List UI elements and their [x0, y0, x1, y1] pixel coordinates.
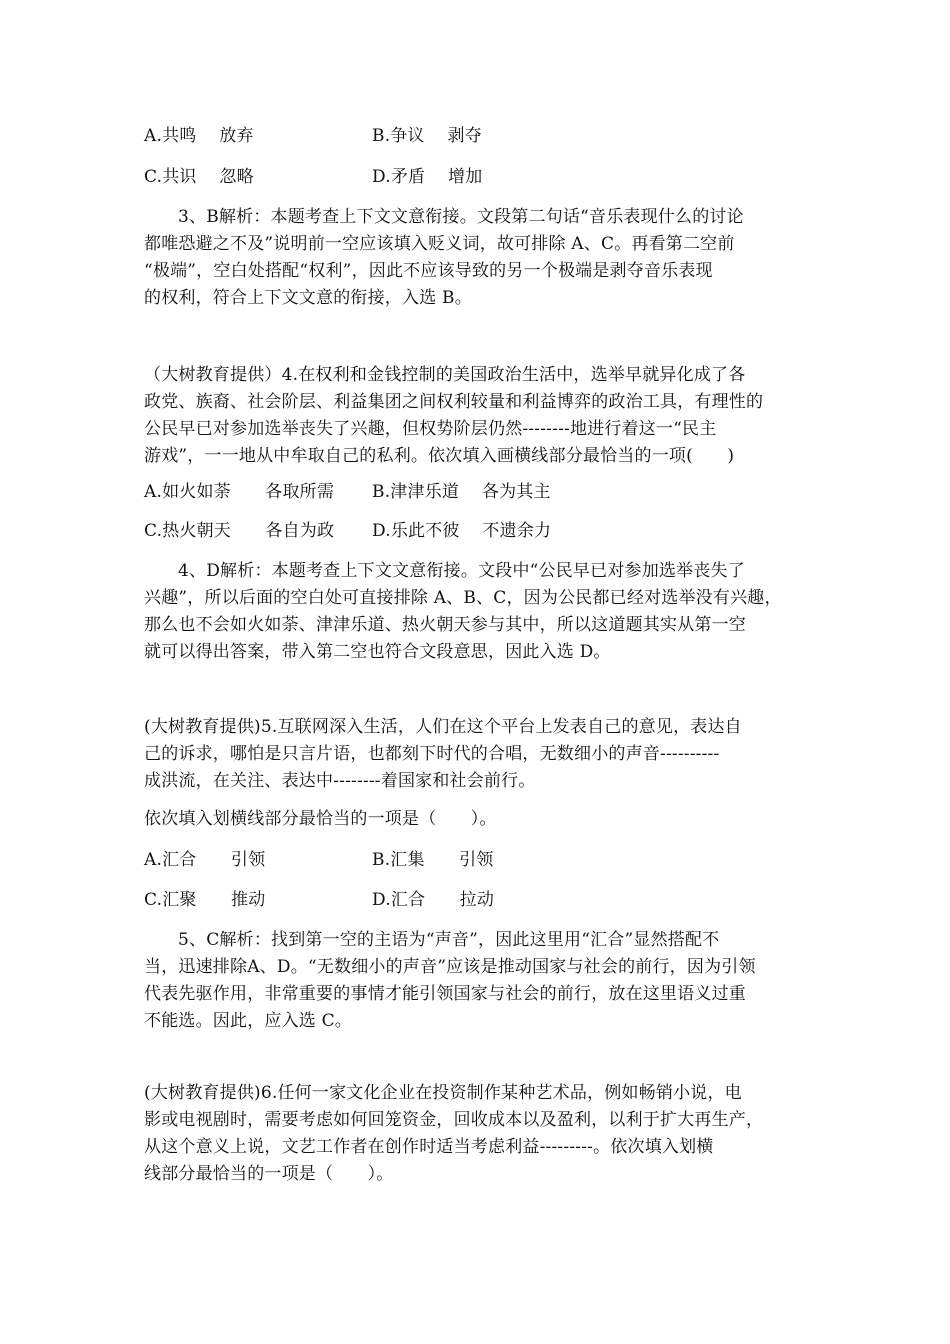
q3-option-b: B.争议 剥夺: [372, 126, 482, 146]
q5-option-a: A.汇合 引领: [144, 850, 266, 870]
q4-option-a: A.如火如荼 各取所需: [144, 482, 335, 502]
q5-stem-line: (大树教育提供)5.互联网深入生活，人们在这个平台上发表自己的意见，表达自: [144, 717, 742, 737]
q4-analysis-line: 4、D解析：本题考查上下文文意衔接。文段中“公民早已对参加选举丧失了: [178, 561, 745, 581]
q4-stem-line: 公民早已对参加选举丧失了兴趣，但权势阶层仍然--------地进行着这一“民主: [144, 419, 717, 439]
q5-analysis-line: 5、C解析：找到第一空的主语为“声音”，因此这里用“汇合”显然搭配不: [178, 930, 720, 950]
q3-option-c: C.共识 忽略: [144, 167, 254, 187]
q4-analysis-line: 兴趣”，所以后面的空白处可直接排除 A、B、C，因为公民都已经对选举没有兴趣，: [144, 588, 782, 608]
q3-analysis-line: 3、B解析：本题考查上下文文意衔接。文段第二句话“音乐表现什么的讨论: [178, 207, 744, 227]
q4-option-c: C.热火朝天 各自为政: [144, 521, 335, 541]
q6-stem-line: 从这个意义上说，文艺工作者在创作时适当考虑利益---------。依次填入划横: [144, 1137, 714, 1157]
q6-stem-line: 线部分最恰当的一项是（ ）。: [144, 1164, 394, 1184]
q4-stem-line: 游戏”，一一地从中牟取自己的私利。依次填入画横线部分最恰当的一项( ): [144, 446, 735, 466]
q3-option-d: D.矛盾 增加: [372, 167, 483, 187]
q6-stem-line: (大树教育提供)6.任何一家文化企业在投资制作某种艺术品，例如畅销小说，电: [144, 1083, 742, 1103]
q3-analysis-line: 的权利，符合上下文文意的衔接，入选 B。: [144, 288, 472, 308]
q4-option-d: D.乐此不彼 不遗余力: [372, 521, 552, 541]
q5-question: 依次填入划横线部分最恰当的一项是（ ）。: [144, 809, 497, 829]
q4-analysis-line: 就可以得出答案，带入第二空也符合文段意思，因此入选 D。: [144, 642, 611, 662]
q5-option-d: D.汇合 拉动: [372, 890, 495, 910]
q5-stem-line: 成洪流，在关注、表达中--------着国家和社会前行。: [144, 771, 536, 791]
q5-option-b: B.汇集 引领: [372, 850, 494, 870]
q5-analysis-line: 当，迅速排除A、D。“无数细小的声音”应该是推动国家与社会的前行，因为引领: [144, 957, 756, 977]
q3-option-a: A.共鸣 放弃: [144, 126, 254, 146]
q5-analysis-line: 代表先驱作用，非常重要的事情才能引领国家与社会的前行，放在这里语义过重: [144, 984, 746, 1004]
q5-analysis-line: 不能选。因此，应入选 C。: [144, 1011, 353, 1031]
q4-analysis-line: 那么也不会如火如荼、津津乐道、热火朝天参与其中，所以这道题其实从第一空: [144, 615, 746, 635]
q4-stem-line: 政党、族裔、社会阶层、利益集团之间权利较量和利益博弈的政治工具，有理性的: [144, 392, 764, 412]
q4-stem-line: （大树教育提供）4.在权利和金钱控制的美国政治生活中，选举早就异化成了各: [144, 365, 746, 385]
q6-stem-line: 影或电视剧时，需要考虑如何回笼资金，回收成本以及盈利，以利于扩大再生产，: [144, 1110, 764, 1130]
q3-analysis-line: 都唯恐避之不及”说明前一空应该填入贬义词，故可排除 A、C。再看第二空前: [144, 234, 735, 254]
q4-option-b: B.津津乐道 各为其主: [372, 482, 551, 502]
q5-stem-line: 己的诉求，哪怕是只言片语，也都刻下时代的合唱，无数细小的声音----------: [144, 744, 720, 764]
q3-analysis-line: “极端”，空白处搭配“权利”，因此不应该导致的另一个极端是剥夺音乐表现: [144, 261, 713, 281]
q5-option-c: C.汇聚 推动: [144, 890, 266, 910]
